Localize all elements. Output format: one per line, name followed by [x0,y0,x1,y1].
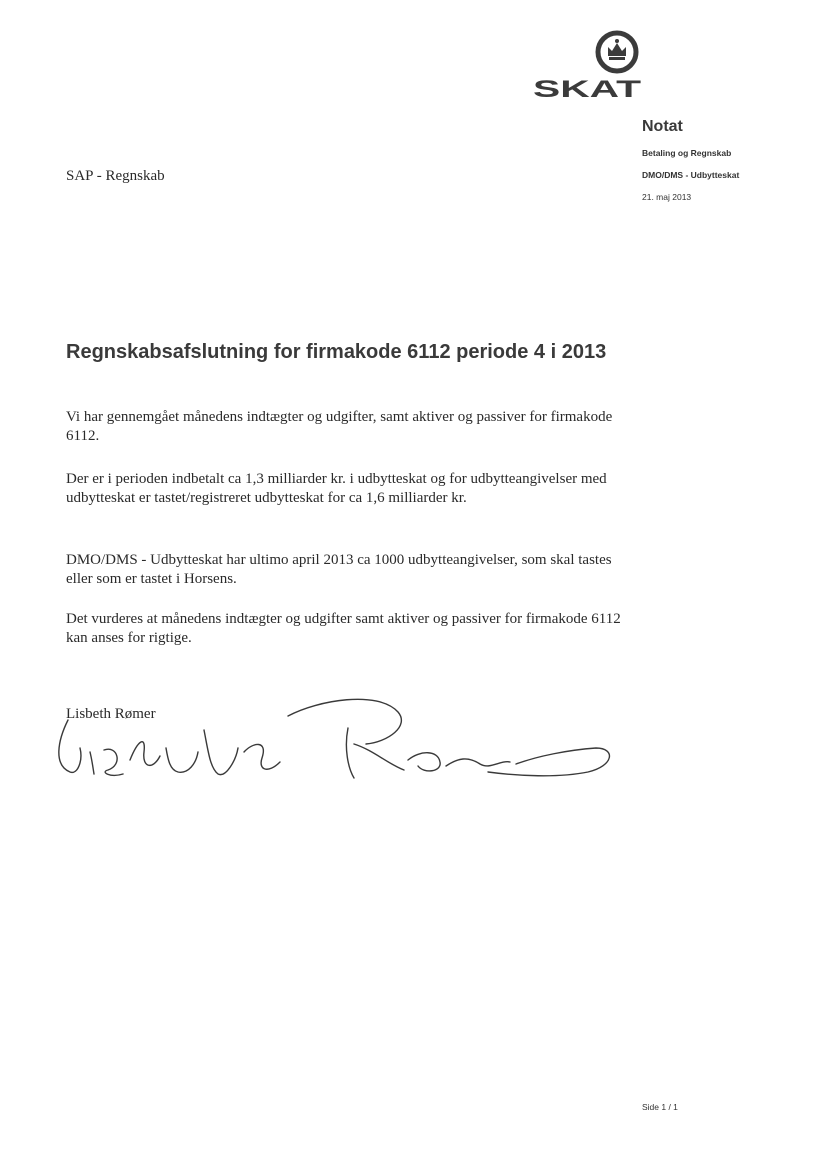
unit: DMO/DMS - Udbytteskat [642,170,740,180]
handwritten-signature [48,690,618,790]
logo-wordmark: SKAT [533,76,642,102]
doc-type: Notat [642,118,683,135]
crown-emblem-icon [598,33,636,71]
recipient: SAP - Regnskab [66,168,165,184]
document-title: Regnskabsafslutning for firmakode 6112 periode 4 i 2013 [66,341,607,363]
document-meta [642,118,812,202]
body-paragraph-4: Det vurderes at månedens indtægter og udgifter samt aktiver og passiver for firmakode 6112 kan anses for rigtige. [66,611,621,646]
signer-name: Lisbeth Rømer [66,706,156,722]
body-paragraph-1: Vi har gennemgået månedens indtægter og udgifter, samt aktiver og passiver for firmakode 6112. [66,409,613,444]
skat-logo [530,30,645,102]
document-date: 21. maj 2013 [642,192,692,202]
page-number: Side 1 / 1 [642,1102,678,1112]
body-paragraph-3: DMO/DMS - Udbytteskat har ultimo april 2013 ca 1000 udbytteangivelser, som skal tastes eller som er tastet i Horsens. [66,552,612,587]
department: Betaling og Regnskab [642,148,732,158]
body-paragraph-2: Der er i perioden indbetalt ca 1,3 milliarder kr. i udbytteskat og for udbytteangivelser med udbytteskat er tastet/registreret udbytteskat for ca 1,6 milliarder kr. [66,471,607,506]
